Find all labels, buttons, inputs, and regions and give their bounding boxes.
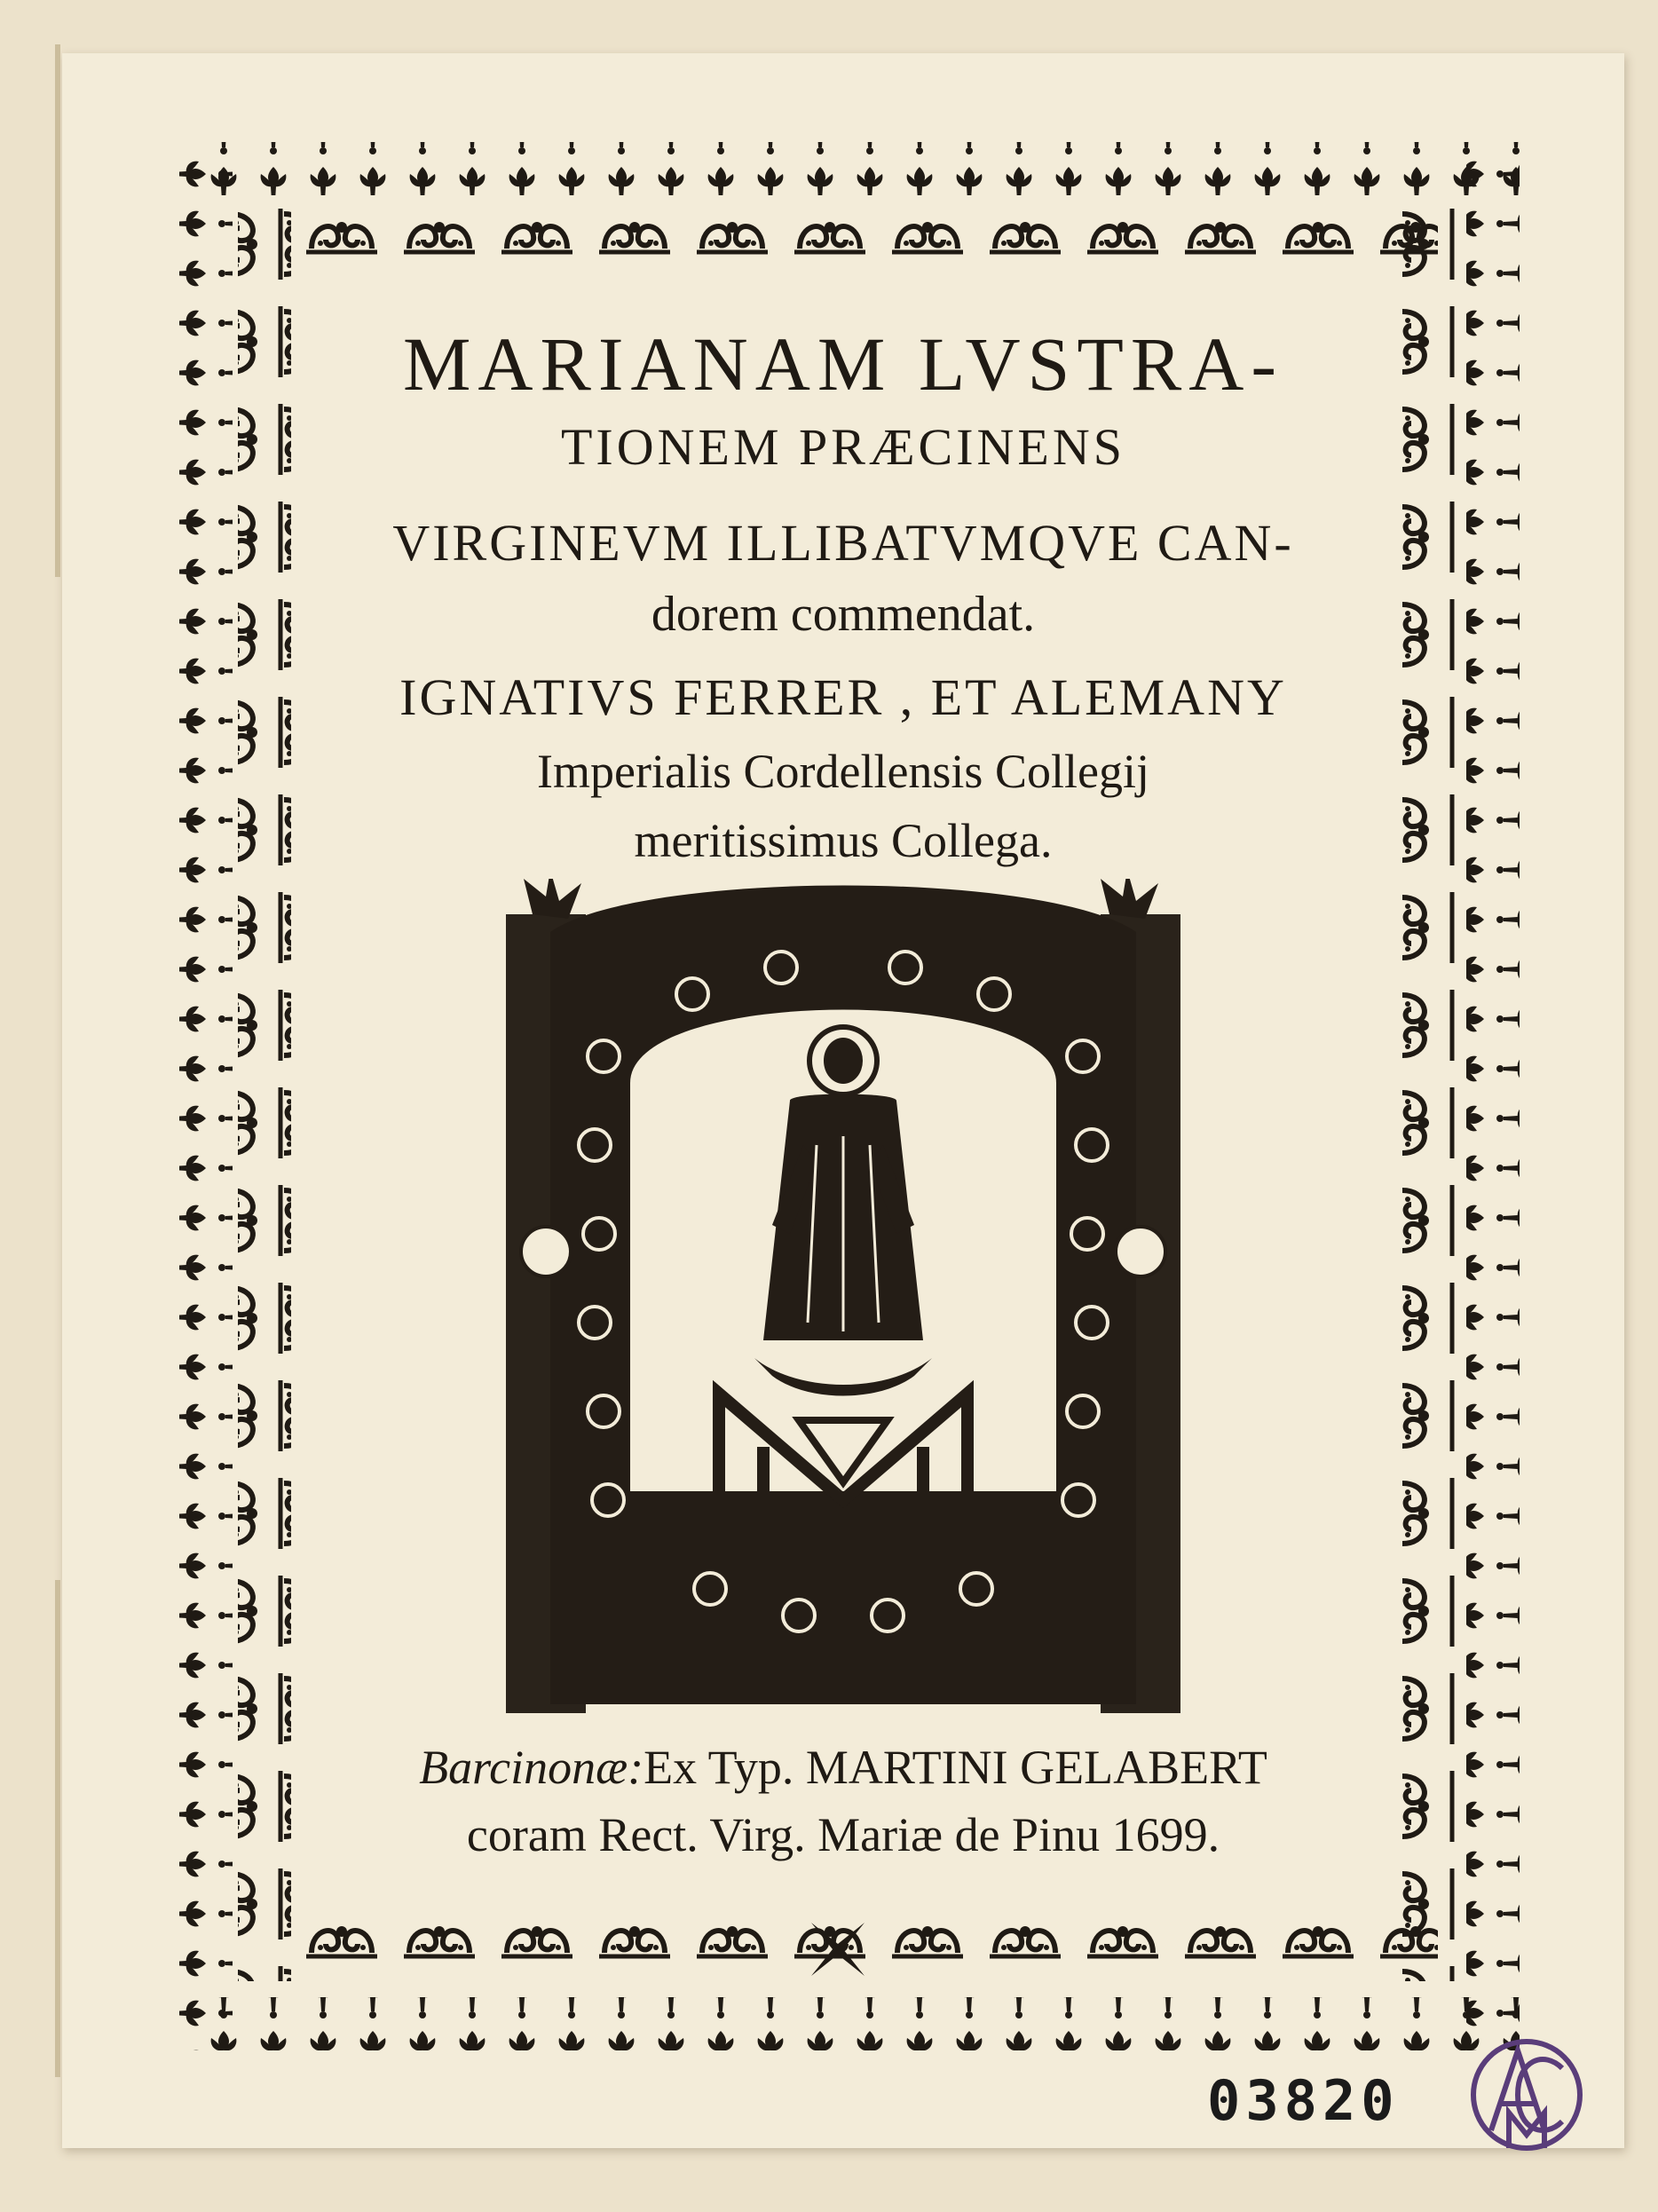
author-affiliation: Imperialis Cordellensis Collegij: [537, 745, 1149, 798]
imprint-line-2: coram Rect. Virg. Mariæ de Pinu 1699.: [466, 1808, 1220, 1861]
author-name: IGNATIVS FERRER , ET ALEMANY: [399, 668, 1287, 726]
title-line-3: VIRGINEVM ILLIBATVMQVE CAN-: [392, 514, 1294, 572]
imprint-printer: Ex Typ. MARTINI GELABERT: [643, 1741, 1267, 1794]
inventory-number: 03820: [1207, 2068, 1400, 2133]
title-line-2: TIONEM PRÆCINENS: [561, 418, 1125, 476]
imprint-line-1: [320, 1740, 1367, 1795]
title-line-4: dorem commendat.: [651, 587, 1036, 642]
title-line-1: MARIANAM LVSTRA-: [402, 321, 1284, 407]
author-role: meritissimus Collega.: [634, 814, 1053, 867]
library-stamp-icon: [1456, 2024, 1598, 2166]
imprint-place: Barcinonæ:: [419, 1741, 644, 1794]
virgin-mary-woodcut: [497, 879, 1189, 1722]
